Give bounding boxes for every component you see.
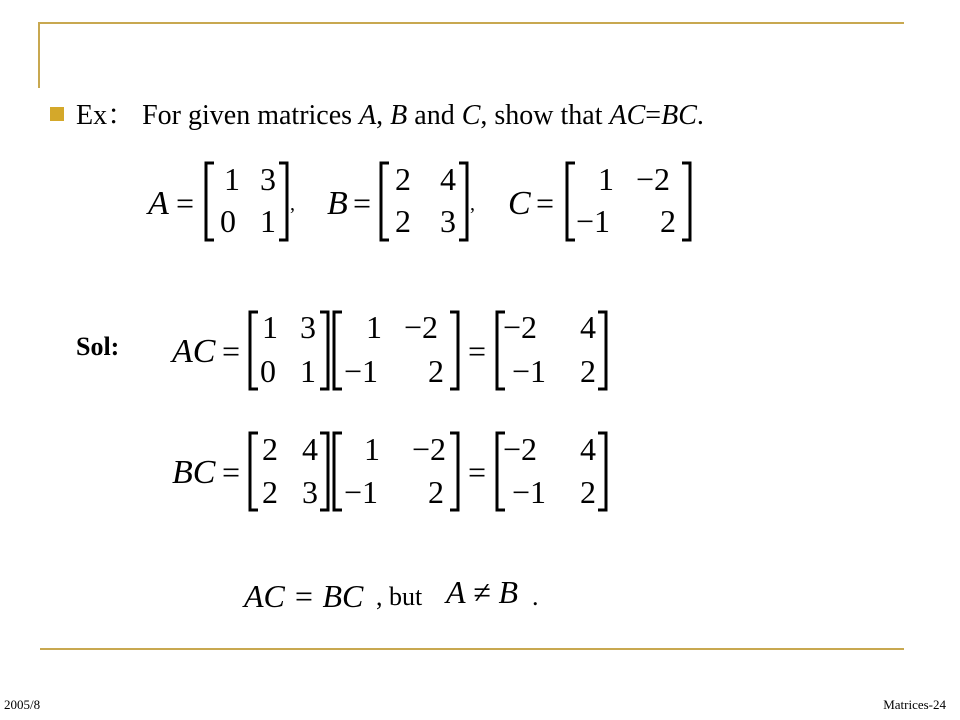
example-label: Ex： [76, 100, 136, 131]
example-var-b: B [390, 100, 408, 131]
matrix-c-left-bracket [567, 163, 575, 240]
matrix-b-cell-21: 2 [395, 203, 411, 239]
matrix-c-cell-22: 2 [660, 203, 676, 239]
matrix-a-cell-12: 3 [260, 161, 276, 197]
example-text-4: , show that [480, 100, 610, 131]
ac-equals-1: = [222, 333, 241, 369]
matrix-b-cell-22: 3 [440, 203, 456, 239]
bc-c-cell-22: 2 [428, 474, 444, 510]
ac-a-cell-11: 1 [262, 309, 278, 345]
ac-a-cell-21: 0 [260, 353, 276, 389]
example-text-2: , [376, 100, 391, 131]
matrix-b-name: B [327, 185, 348, 222]
matrix-c-name: C [508, 185, 531, 222]
bc-c-cell-21: −1 [344, 474, 379, 510]
example-period: . [696, 100, 704, 131]
example-text-1: For given matrices [142, 100, 360, 131]
matrix-b-equals: = [353, 185, 372, 221]
bc-c-left-bracket [334, 433, 342, 510]
bc-result-cell-11: −2 [503, 431, 538, 467]
bottom-rule [40, 648, 904, 650]
conclusion-right: A ≠ B [446, 574, 519, 610]
bc-b-cell-21: 2 [262, 474, 278, 510]
ac-c-cell-11: 1 [366, 309, 382, 345]
example-text-3: and [407, 100, 462, 131]
bc-b-cell-12: 4 [302, 431, 318, 467]
bc-c-cell-12: −2 [412, 431, 447, 467]
conclusion-left: AC = BC [244, 578, 364, 614]
ac-c-cell-21: −1 [344, 353, 379, 389]
matrix-b-cell-12: 4 [440, 161, 456, 197]
matrix-b-right-bracket [459, 163, 467, 240]
example-var-c: C [461, 100, 481, 131]
footer-page-number: Matrices-24 [883, 697, 946, 712]
ac-a-left-bracket [250, 312, 258, 389]
bc-lhs: BC [172, 454, 216, 491]
conclusion-period: . [532, 582, 539, 611]
matrix-a-cell-11: 1 [224, 161, 240, 197]
solution-label: Sol: [76, 332, 120, 361]
bc-result-right-bracket [598, 433, 606, 510]
example-ac: AC [609, 100, 646, 131]
ac-result-cell-21: −1 [512, 353, 547, 389]
matrix-a-equals: = [176, 185, 195, 221]
ac-result-cell-11: −2 [503, 309, 538, 345]
matrix-a-right-bracket [279, 163, 287, 240]
matrix-c-cell-21: −1 [576, 203, 611, 239]
bc-b-left-bracket [250, 433, 258, 510]
ac-a-cell-22: 1 [300, 353, 316, 389]
bc-c-cell-11: 1 [364, 431, 380, 467]
matrix-a-name: A [148, 185, 169, 222]
bc-result-cell-22: 2 [580, 474, 596, 510]
matrix-a-comma: , [290, 193, 295, 215]
conclusion-but-text: , but [376, 582, 423, 611]
matrix-c-right-bracket [682, 163, 690, 240]
matrix-c-cell-11: 1 [598, 161, 614, 197]
matrix-b-left-bracket [381, 163, 389, 240]
matrix-b-cell-11: 2 [395, 161, 411, 197]
matrix-a-cell-22: 1 [260, 203, 276, 239]
ac-c-cell-12: −2 [404, 309, 439, 345]
ac-a-cell-12: 3 [300, 309, 316, 345]
matrix-c-equals: = [536, 185, 555, 221]
footer-date: 2005/8 [4, 697, 41, 712]
bc-result-cell-12: 4 [580, 431, 596, 467]
bc-result-cell-21: −1 [512, 474, 547, 510]
example-equals: = [645, 100, 662, 131]
matrix-a-left-bracket [206, 163, 214, 240]
ac-lhs: AC [172, 333, 216, 370]
ac-result-cell-22: 2 [580, 353, 596, 389]
ac-c-cell-22: 2 [428, 353, 444, 389]
ac-result-cell-12: 4 [580, 309, 596, 345]
bc-b-right-bracket [320, 433, 328, 510]
bc-equals-1: = [222, 454, 241, 490]
ac-c-left-bracket [334, 312, 342, 389]
ac-equals-2: = [468, 333, 487, 369]
bc-b-cell-11: 2 [262, 431, 278, 467]
ac-result-right-bracket [598, 312, 606, 389]
ac-a-right-bracket [320, 312, 328, 389]
bc-c-right-bracket [450, 433, 458, 510]
matrix-a-cell-21: 0 [220, 203, 236, 239]
bc-b-cell-22: 3 [302, 474, 318, 510]
matrix-b-comma: , [470, 193, 475, 215]
example-bc: BC [661, 100, 697, 131]
matrix-c-cell-12: −2 [636, 161, 671, 197]
bc-equals-2: = [468, 454, 487, 490]
ac-c-right-bracket [450, 312, 458, 389]
example-var-a: A [359, 100, 377, 131]
